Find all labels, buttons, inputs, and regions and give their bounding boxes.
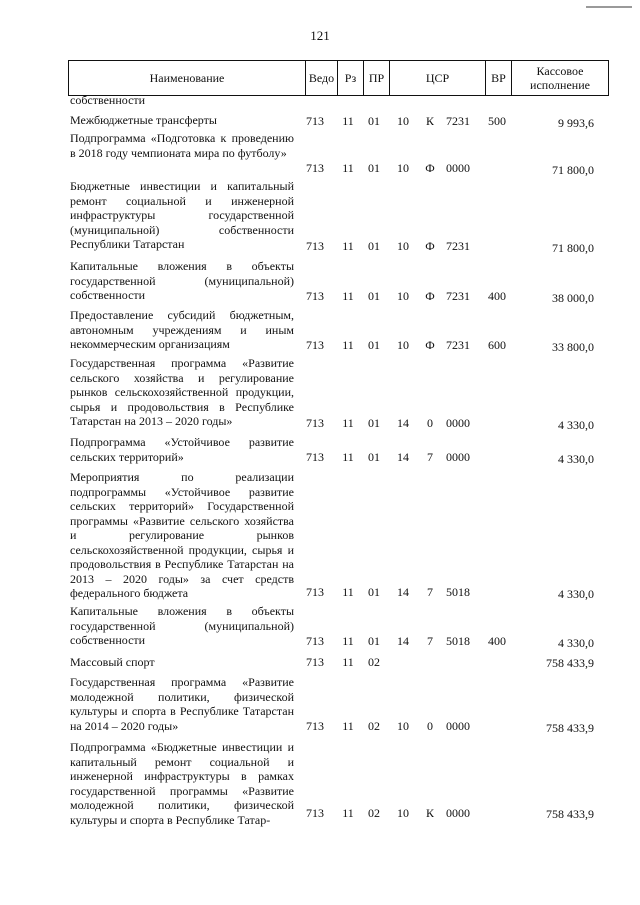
corner-mark [586,6,632,8]
row-rz: 11 [342,289,354,303]
row-pr: 01 [368,450,380,464]
row-csr-subprogram: 7 [427,450,433,464]
row-name: Предоставление субсидий бюджетным, автономным учреждениям и иным некоммерческим организациям [70,308,294,351]
row-name: Капитальные вложения в объекты государственной (муниципальной) собственности [70,259,294,302]
row-csr-subprogram: 7 [427,585,433,599]
row-name: собственности [70,93,146,107]
row-csr-program: 14 [397,585,409,599]
row-ved: 713 [306,114,324,128]
row-vr: 500 [488,114,506,128]
row-csr-program: 10 [397,719,409,733]
row-rz: 11 [342,655,354,669]
row-amount: 4 330,0 [558,587,594,601]
row-pr: 01 [368,585,380,599]
row-rz: 11 [342,161,354,175]
row-name: Подпрограмма «Устойчивое развитие сельских территорий» [70,435,294,464]
row-pr: 01 [368,239,380,253]
row-ved: 713 [306,161,324,175]
row-csr-program: 14 [397,416,409,430]
row-csr-program: 10 [397,239,409,253]
row-ved: 713 [306,806,324,820]
row-csr-subprogram: Ф [425,338,435,352]
row-name: Подпрограмма «Подготовка к проведению в 2018 году чемпионата мира по футболу» [70,131,294,160]
row-csr-code: 0000 [446,806,470,820]
row-rz: 11 [342,416,354,430]
row-name: Межбюджетные трансферты [70,113,217,127]
row-csr-subprogram: 0 [427,416,433,430]
row-rz: 11 [342,719,354,733]
row-csr-subprogram: 0 [427,719,433,733]
row-pr: 01 [368,114,380,128]
row-pr: 01 [368,416,380,430]
row-ved: 713 [306,655,324,669]
row-pr: 02 [368,719,380,733]
row-amount: 758 433,9 [546,656,594,670]
row-csr-code: 7231 [446,289,470,303]
row-ved: 713 [306,338,324,352]
row-csr-code: 0000 [446,719,470,733]
row-csr-subprogram: К [425,114,434,128]
row-csr-program: 14 [397,634,409,648]
header-name: Наименование [149,71,225,85]
header-ved: Ведо [305,61,337,95]
row-vr: 400 [488,289,506,303]
row-pr: 01 [368,634,380,648]
row-csr-code: 7231 [446,114,470,128]
row-amount: 758 433,9 [546,721,594,735]
row-vr: 600 [488,338,506,352]
header-csr: ЦСР [389,61,485,95]
row-ved: 713 [306,239,324,253]
row-csr-subprogram: Ф [425,161,435,175]
row-csr-program: 10 [397,114,409,128]
row-rz: 11 [342,338,354,352]
row-csr-code: 7231 [446,239,470,253]
row-amount: 9 993,6 [558,116,594,130]
row-name: Капитальные вложения в объекты государственной (муниципальной) собственности [70,604,294,647]
row-pr: 02 [368,655,380,669]
row-csr-subprogram: К [425,806,434,820]
row-pr: 01 [368,289,380,303]
row-amount: 33 800,0 [552,340,594,354]
row-amount: 758 433,9 [546,807,594,821]
row-rz: 11 [342,239,354,253]
row-ved: 713 [306,719,324,733]
row-name: Государственная программа «Развитие сельского хозяйства и регулирование рынков сельскохозяйственной продукции, сырья и продовольствия в Республике Татарстан на 2013 – 2020 годы» [70,356,294,428]
row-csr-program: 10 [397,806,409,820]
row-name: Мероприятия по реализации подпрограммы «Устойчивое развитие сельских территорий» Государственной программы «Развитие сельского хозяйства и регулирование рынков сельскохозяйственной продукции, сырья и продовольствия в Республике Татарстан на 2013 – 2020 годы» за счет средств федерального бюджета [70,470,294,600]
row-csr-program: 10 [397,161,409,175]
header-vr: ВР [485,61,511,95]
row-amount: 4 330,0 [558,636,594,650]
row-rz: 11 [342,450,354,464]
table-header [68,60,609,96]
header-rz: Рз [337,61,363,95]
row-csr-code: 0000 [446,161,470,175]
row-rz: 11 [342,585,354,599]
row-pr: 01 [368,161,380,175]
row-csr-subprogram: 7 [427,634,433,648]
row-csr-subprogram: Ф [425,289,435,303]
row-ved: 713 [306,450,324,464]
row-amount: 71 800,0 [552,241,594,255]
page-number: 121 [310,28,330,43]
row-vr: 400 [488,634,506,648]
header-pr: ПР [363,61,389,95]
row-csr-program: 10 [397,289,409,303]
row-name: Государственная программа «Развитие молодежной политики, физической культуры и спорта в Республике Татарстан на 2014 – 2020 годы» [70,675,294,733]
row-amount: 38 000,0 [552,291,594,305]
row-csr-program: 14 [397,450,409,464]
row-name: Подпрограмма «Бюджетные инвестиции и капитальный ремонт социальной и инженерной инфраструктуры в рамках государственной программы «Развитие молодежной политики, физической культуры и спорта в Республике Татар- [70,740,294,827]
row-ved: 713 [306,585,324,599]
row-csr-subprogram: Ф [425,239,435,253]
row-name: Массовый спорт [70,655,155,669]
row-rz: 11 [342,806,354,820]
row-csr-code: 7231 [446,338,470,352]
row-amount: 71 800,0 [552,163,594,177]
row-pr: 02 [368,806,380,820]
header-amount: Кассовое исполнение [511,61,608,95]
row-amount: 4 330,0 [558,452,594,466]
row-csr-program: 10 [397,338,409,352]
row-csr-code: 0000 [446,416,470,430]
row-name: Бюджетные инвестиции и капитальный ремонт социальной и инженерной инфраструктуры государственной (муниципальной) собственности Республики Татарстан [70,179,294,251]
row-ved: 713 [306,289,324,303]
row-amount: 4 330,0 [558,418,594,432]
row-ved: 713 [306,634,324,648]
row-rz: 11 [342,114,354,128]
row-pr: 01 [368,338,380,352]
row-csr-code: 5018 [446,634,470,648]
row-csr-code: 5018 [446,585,470,599]
row-csr-code: 0000 [446,450,470,464]
row-rz: 11 [342,634,354,648]
row-ved: 713 [306,416,324,430]
